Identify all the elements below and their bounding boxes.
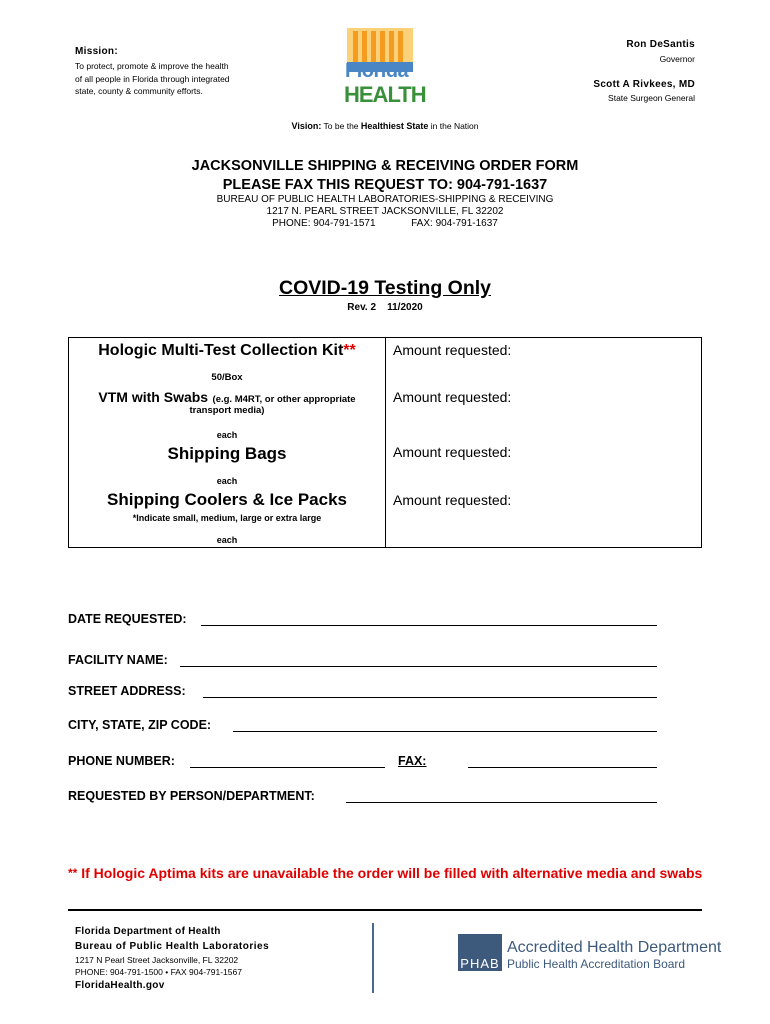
hologic-note <box>68 864 708 883</box>
amount-requested-bags[interactable]: Amount requested: <box>393 444 512 460</box>
date-requested-label: DATE REQUESTED: <box>68 612 187 626</box>
item-vtm-detail: (e.g. M4RT, or other appropriate <box>212 394 356 405</box>
footer-address: 1217 N Pearl Street Jacksonville, FL 32202 <box>75 955 239 965</box>
footer-vertical-divider <box>372 923 374 993</box>
bureau-address: 1217 N. PEARL STREET JACKSONVILLE, FL 32202 <box>266 206 504 217</box>
phone-number-label: PHONE NUMBER: <box>68 754 175 768</box>
form-title-line1: JACKSONVILLE SHIPPING & RECEIVING ORDER FORM <box>191 158 579 174</box>
requested-by-label: REQUESTED BY PERSON/DEPARTMENT: <box>68 789 315 803</box>
phab-letters: PHAB <box>460 956 500 971</box>
requested-by-field[interactable] <box>346 802 657 803</box>
item-vtm-name: VTM with Swabs <box>98 389 209 405</box>
item-hologic-unit: 50/Box <box>211 372 243 383</box>
mission-text: To protect, promote & improve the health of all people in Florida through integrated state, county & community efforts. <box>75 61 230 96</box>
note-text: If Hologic Aptima kits are unavailable the order will be filled with alternative media and swabs <box>81 865 703 881</box>
vision-pre: To be the <box>323 121 361 131</box>
items-table <box>68 337 702 548</box>
fax-field[interactable] <box>468 767 657 768</box>
bureau-name: BUREAU OF PUBLIC HEALTH LABORATORIES-SHIPPING & RECEIVING <box>216 194 554 205</box>
surgeon-general-title: State Surgeon General <box>608 93 695 103</box>
phone-number-field[interactable] <box>190 767 385 768</box>
footer-contact: PHONE: 904-791-1500 • FAX 904-791-1567 <box>75 967 242 977</box>
date-requested-field[interactable] <box>201 625 657 626</box>
footer-bureau: Bureau of Public Health Laboratories <box>75 941 270 952</box>
form-title-line2: PLEASE FAX THIS REQUEST TO: 904-791-1637 <box>222 177 548 193</box>
bureau-fax: FAX: 904-791-1637 <box>411 218 498 229</box>
florida-health-logo <box>343 26 426 112</box>
item-hologic-kit <box>69 342 385 360</box>
item-coolers-note: *Indicate small, medium, large or extra large <box>132 513 322 523</box>
note-mark: ** <box>68 866 78 880</box>
vision-statement <box>0 121 770 131</box>
city-state-zip-field[interactable] <box>233 731 657 732</box>
footer-org: Florida Department of Health <box>75 926 221 937</box>
bureau-block <box>0 194 770 218</box>
footer-divider <box>68 909 702 911</box>
item-coolers-unit: each <box>216 535 238 545</box>
item-coolers: Shipping Coolers & Ice Packs <box>107 490 347 509</box>
item-vtm-unit: each <box>216 430 238 440</box>
item-bags-unit: each <box>216 476 238 486</box>
amount-requested-vtm[interactable]: Amount requested: <box>393 389 512 405</box>
facility-name-field[interactable] <box>180 666 657 667</box>
logo-health-text: HEALTH <box>344 82 426 107</box>
footer-website[interactable]: FloridaHealth.gov <box>75 980 165 991</box>
governor-name: Ron DeSantis <box>626 39 695 50</box>
amount-requested-coolers[interactable]: Amount requested: <box>393 492 512 508</box>
facility-name-label: FACILITY NAME: <box>68 653 168 667</box>
governor-title: Governor <box>659 54 695 64</box>
logo-florida-text: Florida <box>345 60 409 82</box>
item-hologic-name: Hologic Multi-Test Collection Kit <box>98 342 344 359</box>
vision-post: in the Nation <box>428 121 479 131</box>
form-title <box>0 157 770 195</box>
item-vtm-detail2: transport media) <box>189 405 265 416</box>
vision-label: Vision: <box>291 121 322 131</box>
item-shipping-bags: Shipping Bags <box>167 444 287 463</box>
amount-requested-hologic[interactable]: Amount requested: <box>393 342 512 358</box>
city-state-zip-label: CITY, STATE, ZIP CODE: <box>68 718 212 732</box>
phab-subtitle: Public Health Accreditation Board <box>507 957 686 971</box>
mission-label: Mission: <box>75 46 118 57</box>
street-address-field[interactable] <box>203 697 657 698</box>
street-address-label: STREET ADDRESS: <box>68 684 186 698</box>
revision: Rev. 2 11/2020 <box>347 302 423 313</box>
bureau-phone: PHONE: 904-791-1571 <box>272 218 376 229</box>
surgeon-general-name: Scott A Rivkees, MD <box>593 79 695 90</box>
vision-bold: Healthiest State <box>360 121 429 131</box>
covid-title: COVID-19 Testing Only <box>278 277 491 299</box>
bureau-contact <box>0 218 770 229</box>
fax-label: FAX: <box>398 754 427 768</box>
phab-title: Accredited Health Department <box>507 939 722 956</box>
item-hologic-mark: ** <box>343 342 356 359</box>
